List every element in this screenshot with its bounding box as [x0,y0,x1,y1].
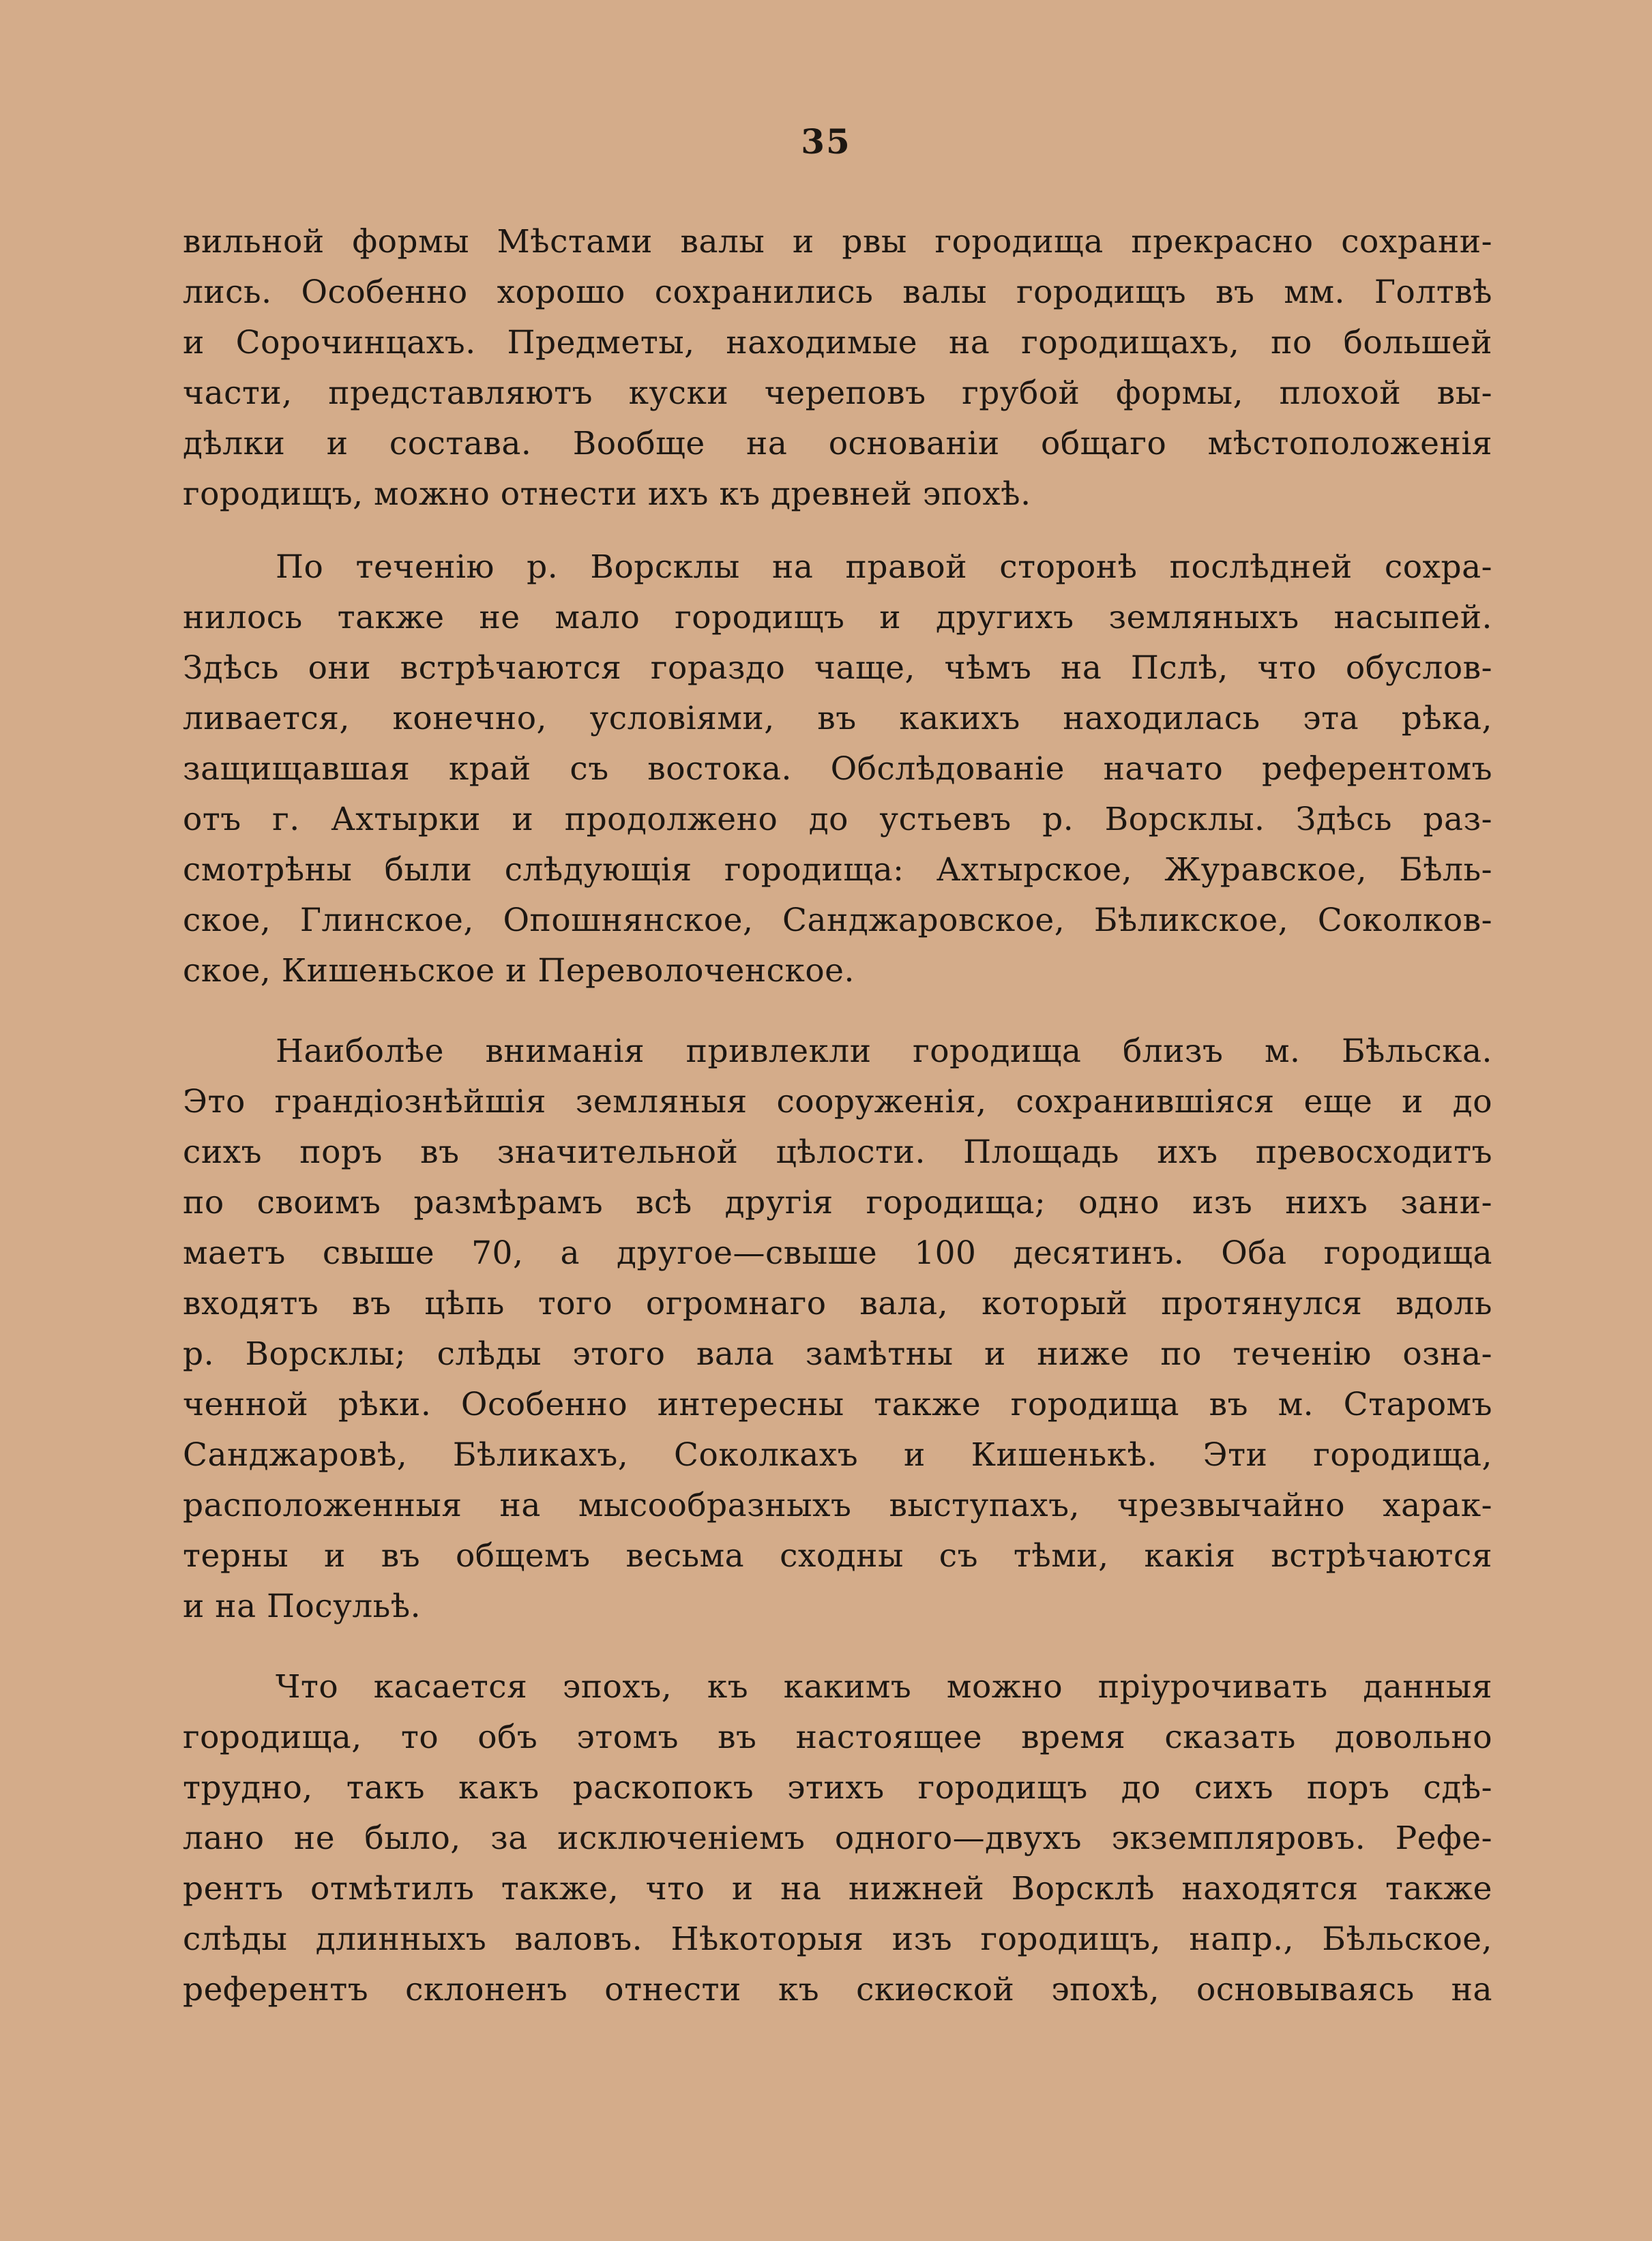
text-line: Наиболѣе вниманія привлекли городища близъ м. Бѣльска. [276,1033,1492,1070]
text-line: входятъ въ цѣпь того огромнаго вала, который протянулся вдоль [183,1285,1492,1322]
text-line: слѣды длинныхъ валовъ. Нѣкоторыя изъ городищъ, напр., Бѣльское, [183,1920,1492,1958]
text-line: ливается, конечно, условіями, въ какихъ находилась эта рѣка, [183,700,1492,737]
text-line: части, представляютъ куски череповъ грубой формы, плохой вы- [183,374,1492,412]
text-line: защищавшая край съ востока. Обслѣдованіе начато референтомъ [183,750,1492,788]
paragraph-1 [183,217,1492,520]
text-line: Это грандіознѣйшія земляныя сооруженія, сохранившіяся еще и до [183,1083,1492,1120]
paragraph-4 [183,1662,1492,2015]
text-line: ское, Глинское, Опошнянское, Санджаровское, Бѣликское, Соколков- [183,902,1492,939]
text-line: расположенныя на мысообразныхъ выступахъ, чрезвычайно харак- [183,1487,1492,1524]
text-line: и на Посульѣ. [183,1588,422,1625]
text-line: ское, Кишеньское и Переволоченское. [183,952,855,990]
paragraph-3 [183,1026,1492,1632]
text-line: По теченію р. Ворсклы на правой сторонѣ послѣдней сохра- [276,548,1492,586]
paragraph-2 [183,542,1492,996]
text-line: вильной формы Мѣстами валы и рвы городища прекрасно сохрани- [183,223,1492,261]
text-line: маетъ свыше 70, а другое—свыше 100 десятинъ. Оба городища [183,1234,1492,1272]
page-number: 35 [801,121,851,162]
text-line: отъ г. Ахтырки и продолжено до устьевъ р. Ворсклы. Здѣсь раз- [183,801,1492,838]
text-line: ченной рѣки. Особенно интересны также городища въ м. Старомъ [183,1386,1492,1423]
text-line: дѣлки и состава. Вообще на основаніи общаго мѣстоположенія [183,425,1492,462]
text-line: Что касается эпохъ, къ какимъ можно пріурочивать данныя [276,1668,1492,1706]
text-line: референтъ склоненъ отнести къ скиѳской эпохѣ, основываясь на [183,1971,1492,2008]
text-line: городищъ, можно отнести ихъ къ древней эпохѣ. [183,475,1031,513]
text-line: сихъ поръ въ значительной цѣлости. Площадь ихъ превосходитъ [183,1133,1492,1171]
text-line: трудно, такъ какъ раскопокъ этихъ городищъ до сихъ поръ сдѣ- [183,1769,1492,1807]
text-line: нилось также не мало городищъ и другихъ земляныхъ насыпей. [183,599,1492,636]
text-line: лись. Особенно хорошо сохранились валы городищъ въ мм. Голтвѣ [183,273,1492,311]
text-line: рентъ отмѣтилъ также, что и на нижней Ворсклѣ находятся также [183,1870,1492,1908]
text-line: лано не было, за исключеніемъ одного—двухъ экземпляровъ. Рефе- [183,1820,1492,1857]
text-line: терны и въ общемъ весьма сходны съ тѣми, какія встрѣчаются [183,1537,1492,1575]
text-line: Здѣсь они встрѣчаются гораздо чаще, чѣмъ на Пслѣ, что обуслов- [183,649,1492,687]
text-line: Санджаровѣ, Бѣликахъ, Соколкахъ и Кишенькѣ. Эти городища, [183,1436,1492,1474]
text-line: р. Ворсклы; слѣды этого вала замѣтны и ниже по теченію озна- [183,1335,1492,1373]
text-line: городища, то объ этомъ въ настоящее время сказать довольно [183,1719,1492,1756]
text-line: и Сорочинцахъ. Предметы, находимые на городищахъ, по большей [183,324,1492,361]
text-line: смотрѣны были слѣдующія городища: Ахтырское, Журавское, Бѣль- [183,851,1492,889]
text-line: по своимъ размѣрамъ всѣ другія городища; одно изъ нихъ зани- [183,1184,1492,1221]
